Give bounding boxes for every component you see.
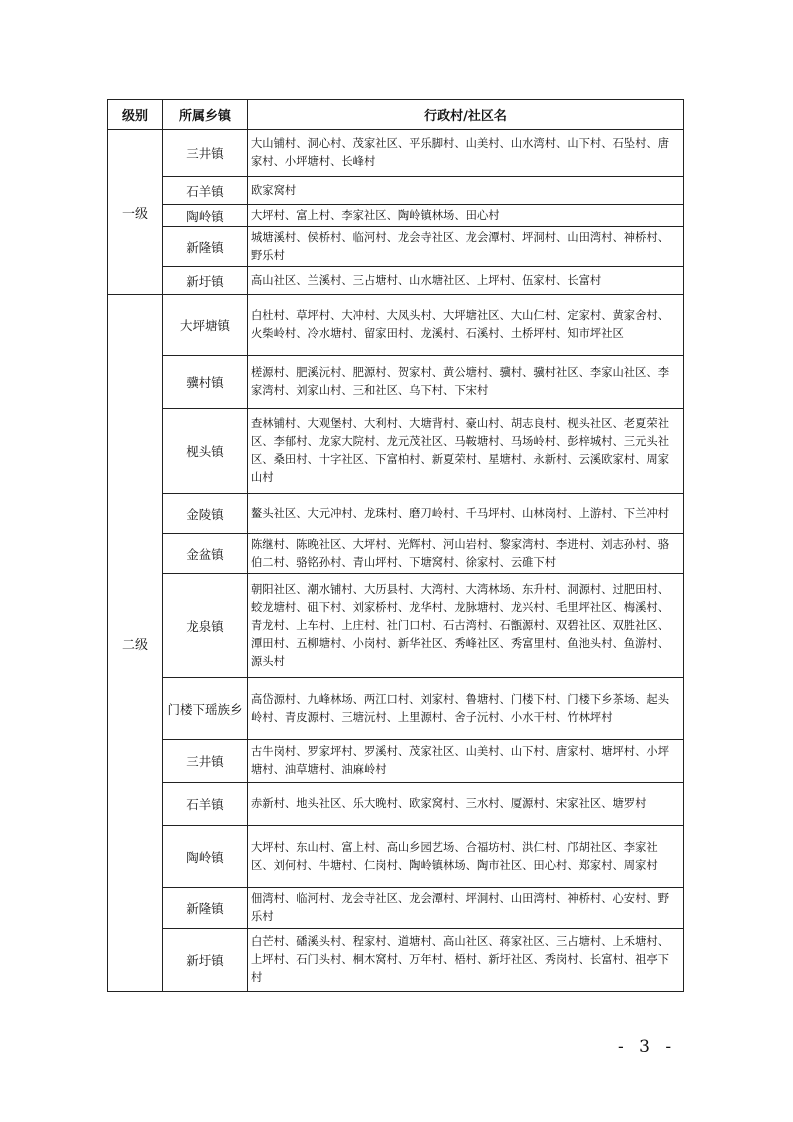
town-cell: 三井镇 [163,740,248,783]
table-row [108,227,684,267]
table-row [108,678,684,740]
table-row [108,130,684,177]
villages-cell: 佃湾村、临河村、龙会寺社区、龙会潭村、坪洞村、山田湾村、神桥村、心安村、野乐村 [248,888,684,929]
town-cell: 石羊镇 [163,177,248,205]
table-row [108,826,684,888]
villages-cell: 大坪村、富上村、李家社区、陶岭镇林场、田心村 [248,205,684,227]
town-cell: 三井镇 [163,130,248,177]
table-row [108,929,684,992]
table-row [108,494,684,534]
villages-cell: 陈继村、陈晚社区、大坪村、光辉村、河山岩村、黎家湾村、李进村、刘志孙村、骆伯二村、骆铭孙村、青山坪村、下塘窝村、徐家村、云碓下村 [248,534,684,574]
town-cell: 新隆镇 [163,227,248,267]
town-cell: 大坪塘镇 [163,295,248,356]
villages-cell: 高山社区、兰溪村、三占塘村、山水塘社区、上坪村、伍家村、长富村 [248,267,684,295]
town-cell: 新圩镇 [163,267,248,295]
table-row [108,267,684,295]
town-cell: 金陵镇 [163,494,248,534]
town-cell: 金盆镇 [163,534,248,574]
table-row [108,574,684,678]
villages-cell: 白芒村、磻溪头村、程家村、道塘村、高山社区、蒋家社区、三占塘村、上禾塘村、上坪村、石门头村、桐木窝村、万年村、梧村、新圩社区、秀岗村、长富村、祖亭下村 [248,929,684,992]
table-row [108,740,684,783]
villages-cell: 赤新村、地头社区、乐大晚村、欧家窝村、三水村、厦源村、宋家社区、塘罗村 [248,783,684,826]
level-cell: 一级 [108,130,163,295]
villages-cell: 大坪村、东山村、富上村、高山乡园艺场、合福坊村、洪仁村、邝胡社区、李家社区、刘何村、牛塘村、仁岗村、陶岭镇林场、陶市社区、田心村、郑家村、周家村 [248,826,684,888]
table-row [108,177,684,205]
town-cell: 新圩镇 [163,929,248,992]
header-villages: 行政村/社区名 [248,100,684,130]
table-row [108,783,684,826]
town-cell: 新隆镇 [163,888,248,929]
villages-cell: 城塘溪村、侯桥村、临河村、龙会寺社区、龙会潭村、坪洞村、山田湾村、神桥村、野乐村 [248,227,684,267]
page-number: - 3 - [618,1037,677,1057]
villages-cell: 白杜村、草坪村、大冲村、大凤头村、大坪塘社区、大山仁村、定家村、黄家舍村、火柴岭村、冷水塘村、留家田村、龙溪村、石溪村、土桥坪村、知市坪社区 [248,295,684,356]
town-cell: 门楼下瑶族乡 [163,678,248,740]
table-row [108,295,684,356]
villages-cell: 查林铺村、大观堡村、大利村、大塘背村、豪山村、胡志良村、枧头社区、老夏荣社区、李郁村、龙家大院村、龙元茂社区、马鞍塘村、马场岭村、彭梓城村、三元头社区、桑田村、十字社区、下富柏村、新夏荣村、星塘村、永新村、云溪欧家村、周家山村 [248,409,684,494]
table-row [108,534,684,574]
villages-cell: 鳌头社区、大元冲村、龙珠村、磨刀岭村、千马坪村、山林岗村、上游村、下兰冲村 [248,494,684,534]
villages-cell: 欧家窝村 [248,177,684,205]
table-row [108,356,684,409]
villages-cell: 槎源村、肥溪沅村、肥源村、贺家村、黄公塘村、骥村、骥村社区、李家山社区、李家湾村、刘家山村、三和社区、乌下村、下宋村 [248,356,684,409]
table-row [108,205,684,227]
table-row [108,409,684,494]
level-cell: 二级 [108,295,163,992]
villages-cell: 高岱源村、九峰林场、两江口村、刘家村、鲁塘村、门楼下村、门楼下乡茶场、起头岭村、青皮源村、三塘沅村、上里源村、舍子沅村、小水干村、竹林坪村 [248,678,684,740]
town-cell: 龙泉镇 [163,574,248,678]
town-cell: 石羊镇 [163,783,248,826]
header-level: 级别 [108,100,163,130]
town-cell: 枧头镇 [163,409,248,494]
village-level-table [107,99,684,992]
villages-cell: 朝阳社区、潮水铺村、大历县村、大湾村、大湾林场、东升村、洞源村、过肥田村、蛟龙塘村、砠下村、刘家桥村、龙华村、龙脉塘村、龙兴村、毛里坪社区、梅溪村、青龙村、上车村、上庄村、社门口村、石古湾村、石甑源村、双碧社区、双胜社区、潭田村、五柳塘村、小岗村、新华社区、秀峰社区、秀富里村、鱼池头村、鱼游村、源头村 [248,574,684,678]
villages-cell: 古牛岗村、罗家坪村、罗溪村、茂家社区、山美村、山下村、唐家村、塘坪村、小坪塘村、油草塘村、油麻岭村 [248,740,684,783]
table-body [108,130,684,992]
villages-cell: 大山铺村、洞心村、茂家社区、平乐脚村、山美村、山水湾村、山下村、石坠村、唐家村、小坪塘村、长峰村 [248,130,684,177]
table-header-row [108,100,684,130]
town-cell: 骥村镇 [163,356,248,409]
header-town: 所属乡镇 [163,100,248,130]
town-cell: 陶岭镇 [163,826,248,888]
town-cell: 陶岭镇 [163,205,248,227]
table-row [108,888,684,929]
